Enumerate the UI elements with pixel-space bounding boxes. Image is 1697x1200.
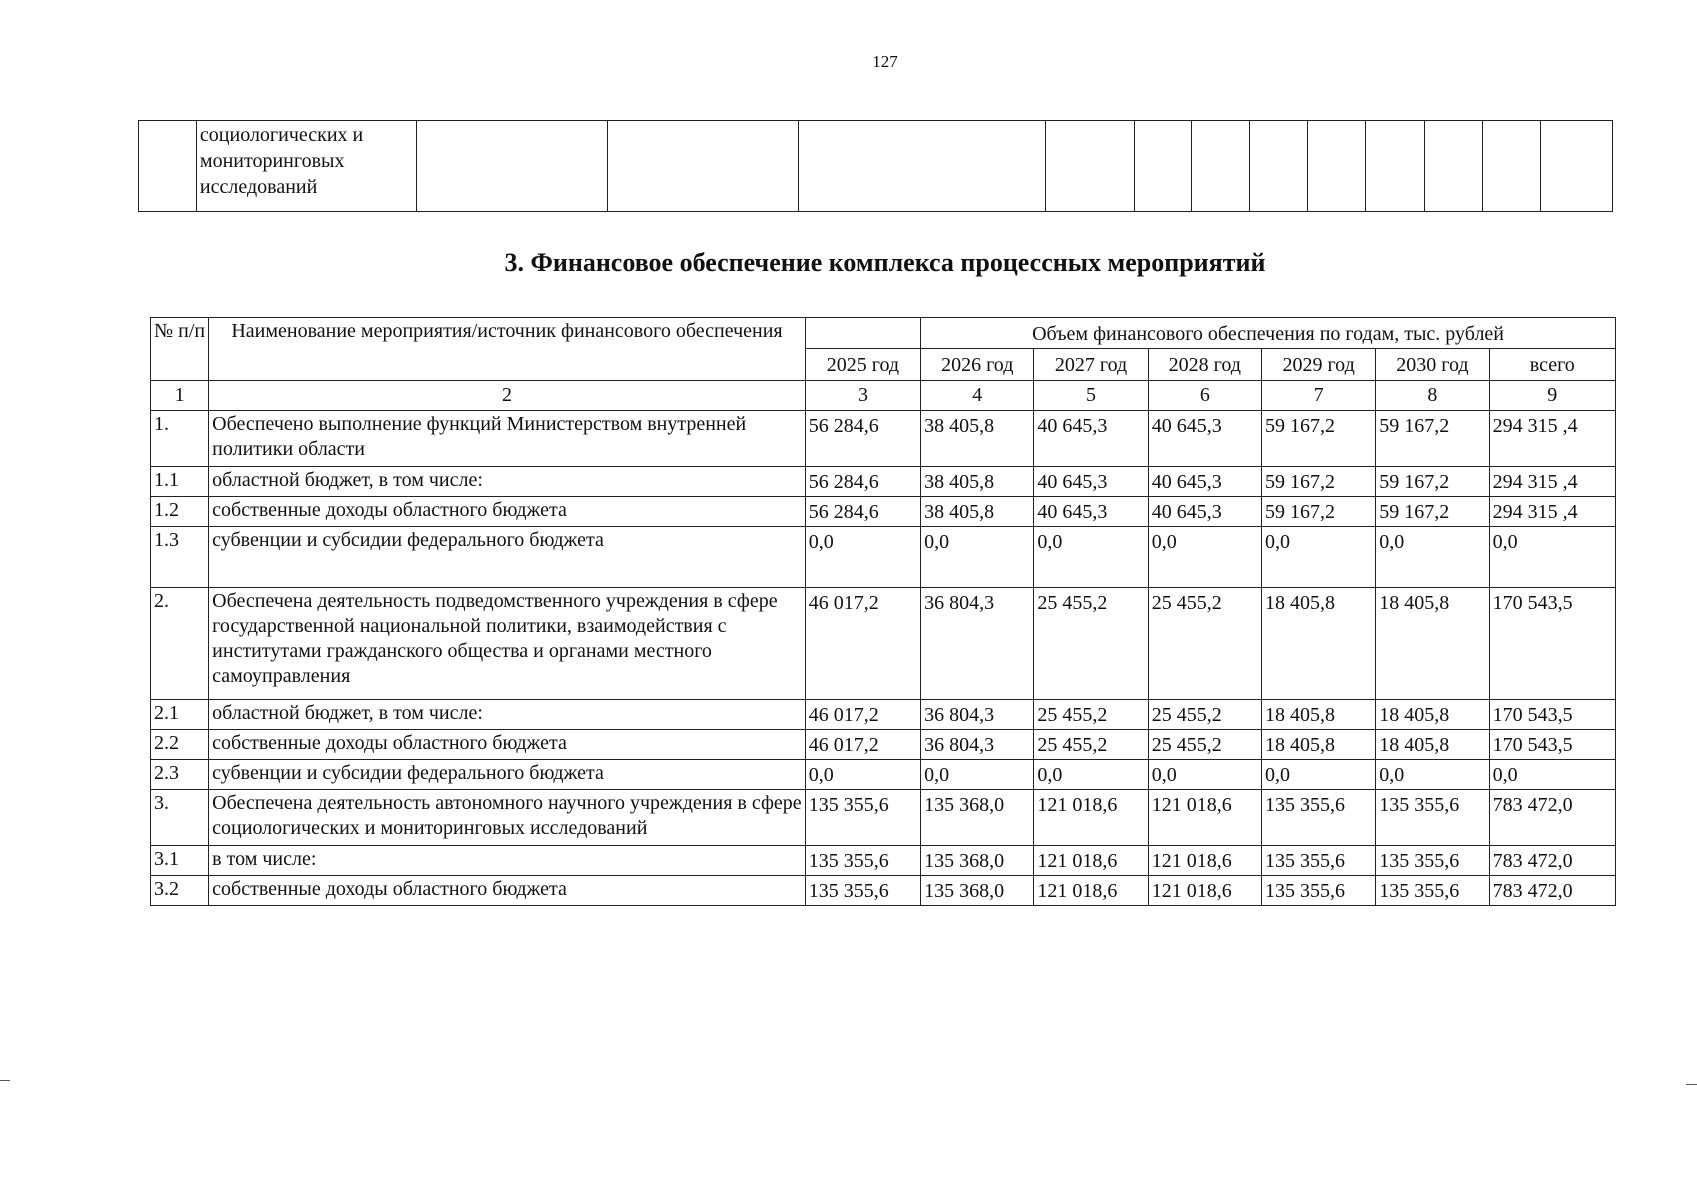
row-value: 135 355,6 [805, 876, 920, 906]
row-value: 135 355,6 [1376, 846, 1489, 876]
row-value: 25 455,2 [1148, 700, 1261, 730]
header-year: 2027 год [1034, 349, 1148, 381]
row-value: 0,0 [1034, 527, 1148, 588]
column-number: 2 [209, 381, 806, 411]
row-value: 0,0 [1261, 760, 1375, 790]
continuation-empty-cell [417, 121, 607, 212]
row-code: 1.2 [151, 497, 209, 527]
continuation-num-cell [139, 121, 197, 212]
row-value: 59 167,2 [1261, 497, 1375, 527]
header-volume: Объем финансового обеспечения по годам, тыс. рублей [921, 318, 1616, 349]
row-code: 2.3 [151, 760, 209, 790]
row-value: 25 455,2 [1034, 700, 1148, 730]
row-value: 121 018,6 [1034, 876, 1148, 906]
row-code: 1. [151, 411, 209, 467]
row-value: 135 355,6 [1261, 876, 1375, 906]
row-value: 18 405,8 [1261, 730, 1375, 760]
table-row [151, 467, 1616, 497]
row-value: 121 018,6 [1148, 790, 1261, 846]
continuation-empty-cell [1540, 121, 1612, 212]
row-value: 0,0 [805, 760, 920, 790]
row-code: 2.1 [151, 700, 209, 730]
continuation-empty-cell [1307, 121, 1365, 212]
table-row [151, 876, 1616, 906]
row-value: 18 405,8 [1376, 700, 1489, 730]
row-total: 294 315 ,4 [1489, 411, 1615, 467]
continuation-table [138, 120, 1613, 212]
row-value: 0,0 [805, 527, 920, 588]
row-value: 59 167,2 [1261, 411, 1375, 467]
row-value: 121 018,6 [1034, 846, 1148, 876]
table-row [151, 588, 1616, 700]
continuation-empty-cell [1135, 121, 1192, 212]
row-code: 3. [151, 790, 209, 846]
row-value: 0,0 [1261, 527, 1375, 588]
table-row [151, 760, 1616, 790]
continuation-empty-cell [1046, 121, 1135, 212]
row-name: в том числе: [209, 846, 806, 876]
section-title: 3. Финансовое обеспечение комплекса процессных мероприятий [504, 248, 1266, 277]
row-name: субвенции и субсидии федерального бюджета [209, 760, 806, 790]
row-value: 121 018,6 [1148, 846, 1261, 876]
row-value: 0,0 [1148, 760, 1261, 790]
continuation-empty-cell [1482, 121, 1540, 212]
continuation-empty-cell [1365, 121, 1424, 212]
table-row [151, 527, 1616, 588]
header-year: 2030 год [1376, 349, 1489, 381]
row-value: 38 405,8 [921, 497, 1034, 527]
row-total: 0,0 [1489, 527, 1615, 588]
row-value: 25 455,2 [1034, 730, 1148, 760]
row-value: 0,0 [921, 527, 1034, 588]
header-name: Наименование мероприятия/источник финансового обеспечения [209, 318, 806, 381]
continuation-line: мониторинговых [199, 150, 345, 172]
row-value: 0,0 [1148, 527, 1261, 588]
row-value: 121 018,6 [1148, 876, 1261, 906]
header-year: 2029 год [1261, 349, 1375, 381]
continuation-row [139, 121, 1613, 212]
row-value: 36 804,3 [921, 730, 1034, 760]
column-number: 1 [151, 381, 209, 411]
continuation-empty-cell [798, 121, 1045, 212]
row-value: 135 355,6 [805, 846, 920, 876]
row-value: 25 455,2 [1034, 588, 1148, 700]
row-total: 294 315 ,4 [1489, 497, 1615, 527]
row-name: Обеспечена деятельность подведомственного учреждения в сфере государственной национальной политики, взаимодействия с институтами гражданского общества и органами местного самоуправления [209, 588, 806, 700]
table-row [151, 411, 1616, 467]
row-total: 170 543,5 [1489, 700, 1615, 730]
row-value: 40 645,3 [1034, 411, 1148, 467]
header-year: 2025 год [805, 349, 920, 381]
scan-artifact [1686, 1084, 1697, 1085]
header-num: № п/п [151, 318, 209, 381]
continuation-empty-cell [1191, 121, 1249, 212]
continuation-line: социологических и [199, 124, 364, 146]
row-name: областной бюджет, в том числе: [209, 700, 806, 730]
row-code: 1.1 [151, 467, 209, 497]
continuation-empty-cell [607, 121, 798, 212]
row-value: 0,0 [921, 760, 1034, 790]
column-number: 7 [1261, 381, 1375, 411]
row-value: 56 284,6 [805, 467, 920, 497]
row-value: 135 368,0 [921, 876, 1034, 906]
row-total: 783 472,0 [1489, 790, 1615, 846]
scan-artifact [0, 1080, 10, 1081]
row-total: 783 472,0 [1489, 846, 1615, 876]
row-total: 0,0 [1489, 760, 1615, 790]
column-number: 9 [1489, 381, 1615, 411]
row-code: 1.3 [151, 527, 209, 588]
column-number: 6 [1148, 381, 1261, 411]
row-value: 46 017,2 [805, 588, 920, 700]
continuation-line: исследований [199, 176, 318, 198]
row-code: 2. [151, 588, 209, 700]
row-value: 135 355,6 [805, 790, 920, 846]
row-name: собственные доходы областного бюджета [209, 497, 806, 527]
row-value: 135 355,6 [1376, 790, 1489, 846]
column-number: 8 [1376, 381, 1489, 411]
column-number: 5 [1034, 381, 1148, 411]
continuation-text-cell [196, 121, 416, 212]
row-value: 135 355,6 [1261, 790, 1375, 846]
row-value: 59 167,2 [1376, 467, 1489, 497]
row-value: 36 804,3 [921, 700, 1034, 730]
row-value: 38 405,8 [921, 467, 1034, 497]
continuation-empty-cell [1424, 121, 1482, 212]
table-row [151, 790, 1616, 846]
row-value: 25 455,2 [1148, 730, 1261, 760]
row-value: 46 017,2 [805, 730, 920, 760]
row-name: собственные доходы областного бюджета [209, 730, 806, 760]
row-value: 121 018,6 [1034, 790, 1148, 846]
row-value: 18 405,8 [1261, 700, 1375, 730]
row-value: 18 405,8 [1376, 588, 1489, 700]
row-value: 38 405,8 [921, 411, 1034, 467]
row-value: 135 355,6 [1261, 846, 1375, 876]
row-code: 3.2 [151, 876, 209, 906]
row-value: 40 645,3 [1034, 467, 1148, 497]
row-name: Обеспечена деятельность автономного научного учреждения в сфере социологических и мониторинговых исследований [209, 790, 806, 846]
row-name: Обеспечено выполнение функций Министерством внутренней политики области [209, 411, 806, 467]
table-row [151, 497, 1616, 527]
row-total: 294 315 ,4 [1489, 467, 1615, 497]
header-year: 2028 год [1148, 349, 1261, 381]
continuation-empty-cell [1249, 121, 1307, 212]
row-code: 3.1 [151, 846, 209, 876]
row-value: 40 645,3 [1148, 467, 1261, 497]
row-total: 170 543,5 [1489, 730, 1615, 760]
row-value: 135 368,0 [921, 846, 1034, 876]
row-value: 40 645,3 [1148, 497, 1261, 527]
row-value: 59 167,2 [1376, 497, 1489, 527]
row-value: 135 368,0 [921, 790, 1034, 846]
row-value: 18 405,8 [1376, 730, 1489, 760]
row-value: 0,0 [1376, 760, 1489, 790]
table-row [151, 700, 1616, 730]
financing-table [150, 317, 1616, 906]
row-value: 25 455,2 [1148, 588, 1261, 700]
row-value: 0,0 [1376, 527, 1489, 588]
row-total: 170 543,5 [1489, 588, 1615, 700]
row-value: 135 355,6 [1376, 876, 1489, 906]
row-value: 0,0 [1034, 760, 1148, 790]
row-name: областной бюджет, в том числе: [209, 467, 806, 497]
row-value: 56 284,6 [805, 497, 920, 527]
table-row [151, 846, 1616, 876]
column-number: 4 [921, 381, 1034, 411]
row-value: 40 645,3 [1148, 411, 1261, 467]
header-total: всего [1489, 349, 1615, 381]
row-name: собственные доходы областного бюджета [209, 876, 806, 906]
row-value: 36 804,3 [921, 588, 1034, 700]
row-value: 46 017,2 [805, 700, 920, 730]
row-total: 783 472,0 [1489, 876, 1615, 906]
row-value: 59 167,2 [1261, 467, 1375, 497]
row-value: 40 645,3 [1034, 497, 1148, 527]
row-code: 2.2 [151, 730, 209, 760]
row-value: 56 284,6 [805, 411, 920, 467]
header-year: 2026 год [921, 349, 1034, 381]
header-row [151, 318, 1616, 349]
row-value: 59 167,2 [1376, 411, 1489, 467]
column-number-row [151, 381, 1616, 411]
row-name: субвенции и субсидии федерального бюджета [209, 527, 806, 588]
row-value: 18 405,8 [1261, 588, 1375, 700]
table-row [151, 730, 1616, 760]
header-spacer [805, 318, 920, 349]
page-number: 127 [872, 52, 898, 71]
column-number: 3 [805, 381, 920, 411]
